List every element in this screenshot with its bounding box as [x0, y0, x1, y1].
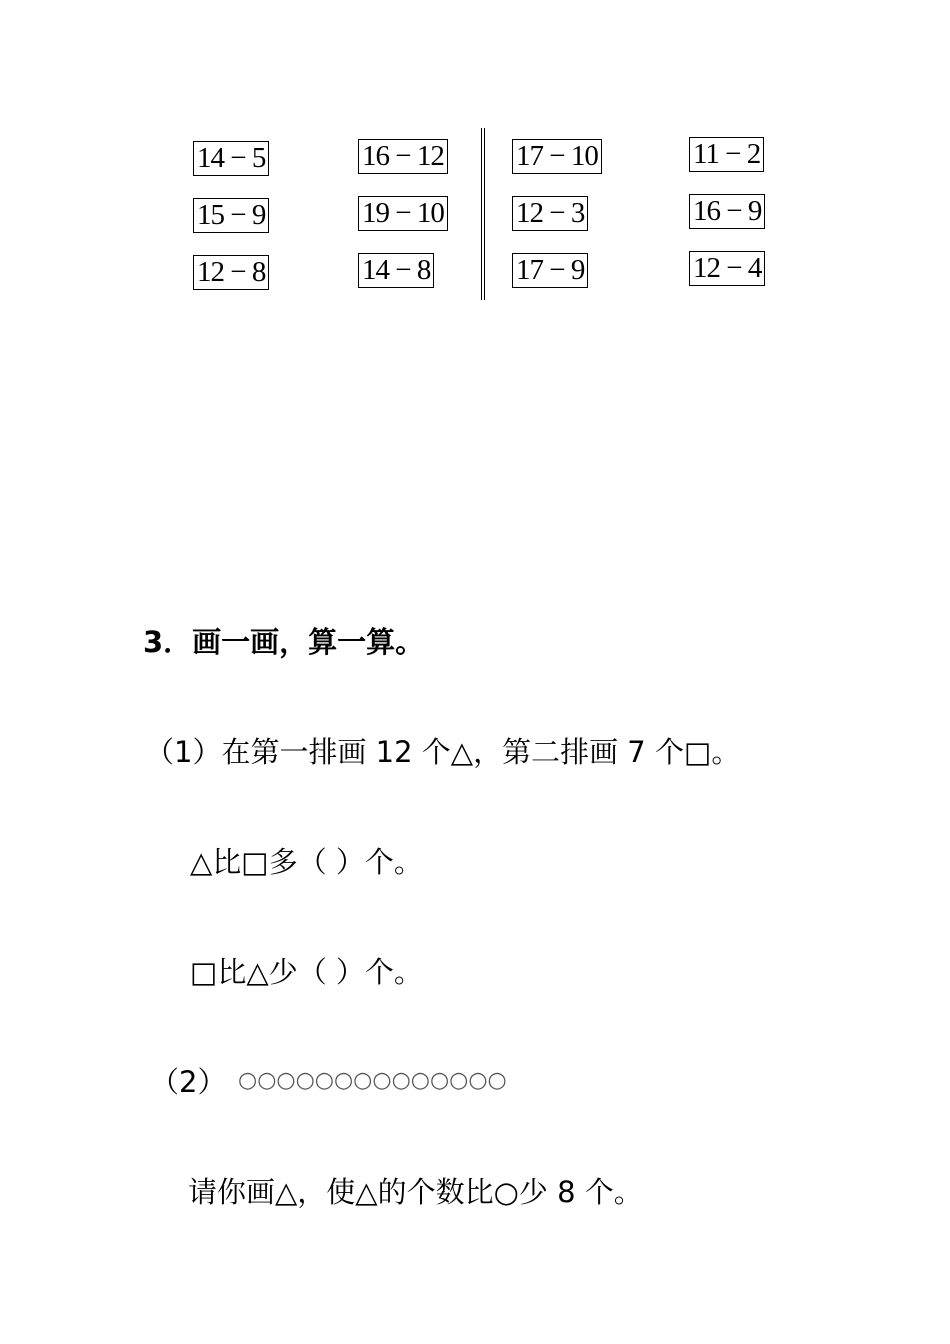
- expression-box: 14 − 5: [193, 141, 269, 176]
- part2-instruction: 请你画△，使△的个数比○少 8 个。: [188, 1175, 643, 1209]
- expression-box: 19 − 10: [358, 196, 448, 231]
- part1-question-less: □比△少（ ）个。: [190, 955, 423, 989]
- expression-box: 11 − 2: [689, 137, 764, 172]
- expression-box: 15 − 9: [193, 198, 269, 233]
- expression-box: 12 − 8: [193, 255, 269, 290]
- expression-box: 16 − 9: [689, 194, 765, 229]
- expression-box: 17 − 9: [512, 253, 588, 288]
- circle-row: ○○○○○○○○○○○○○○: [238, 1068, 507, 1093]
- expression-box: 12 − 3: [512, 196, 588, 231]
- expression-box: 17 − 10: [512, 139, 602, 174]
- part2-label: （2）: [150, 1065, 227, 1099]
- expression-box: 16 − 12: [358, 139, 448, 174]
- section-heading: 3．画一画，算一算。: [143, 625, 425, 659]
- part1-instruction: （1）在第一排画 12 个△，第二排画 7 个□。: [145, 735, 741, 769]
- part1-question-more: △比□多（ ）个。: [190, 845, 423, 879]
- expression-box: 12 − 4: [689, 251, 765, 286]
- expression-box: 14 − 8: [358, 253, 434, 288]
- column-divider: [481, 128, 485, 300]
